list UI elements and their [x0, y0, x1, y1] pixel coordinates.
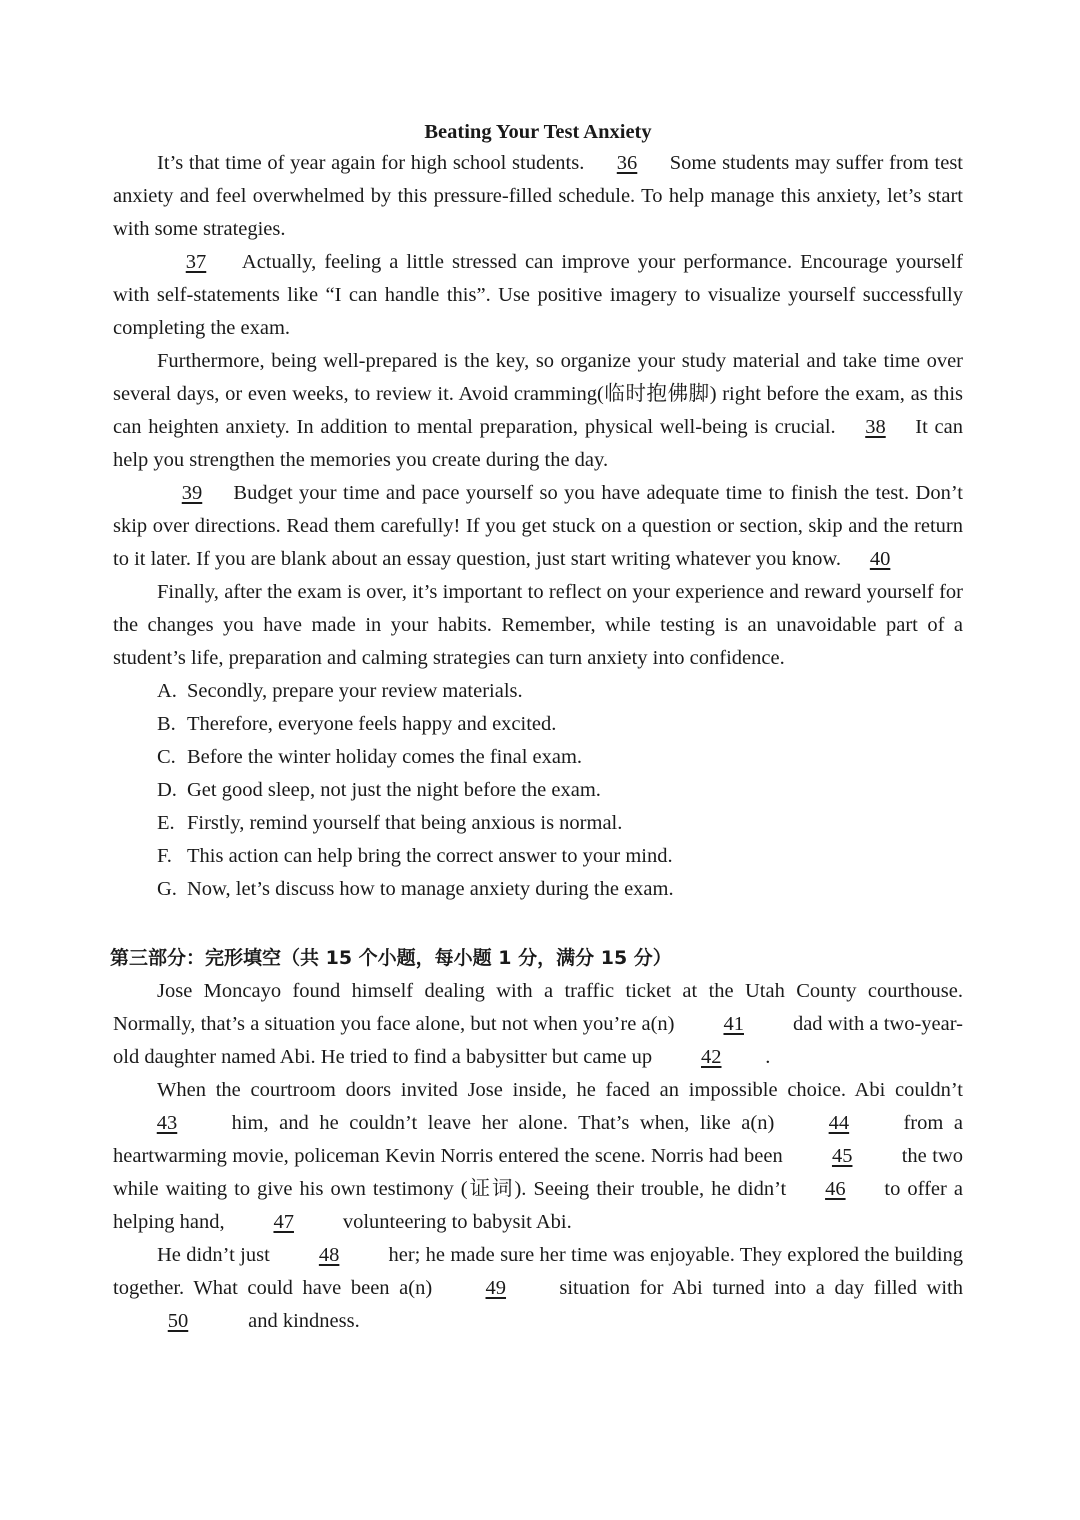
blank-48: 48 [318, 1244, 340, 1266]
paragraph-text: Budget your time and pace yourself so you have adequate time to finish the test. Don’t skip over directions. Read them carefully! If you get stuck on a question or section, skip and the return to it later. If you are blank about an essay question, just start writing whatever you know. [113, 482, 963, 570]
paragraph-text: Some students may suffer from test anxiety and feel overwhelmed by this pressure-filled schedule. To help manage this anxiety, let’s start with some strategies. [113, 152, 963, 240]
option-letter: D. [157, 779, 177, 801]
paragraph-text: from a heartwarming movie, policeman Kevin Norris entered the scene. Norris had been [113, 1112, 963, 1167]
blank-37: 37 [185, 251, 207, 273]
option-f [113, 840, 963, 873]
paragraph-text: Furthermore, being well-prepared is the key, so organize your study material and take time over several days, or even weeks, to review it. Avoid cramming(临时抱佛脚) right before the exam, as this can heighten anxiety. In addition to mental preparation, physical well-being is crucial. [113, 350, 963, 438]
option-text: Now, let’s discuss how to manage anxiety during the exam. [187, 878, 674, 900]
reading-paragraph-1 [113, 147, 963, 246]
blank-49: 49 [485, 1277, 507, 1299]
passage-title: Beating Your Test Anxiety [424, 121, 652, 143]
blank-46: 46 [825, 1178, 846, 1200]
option-e [113, 807, 963, 840]
blank-43: 43 [156, 1112, 178, 1134]
blank-47: 47 [273, 1211, 294, 1233]
option-text: Secondly, prepare your review materials. [187, 680, 523, 702]
reading-paragraph-3 [113, 345, 963, 477]
blank-38: 38 [865, 416, 886, 438]
option-text: Before the winter holiday comes the final exam. [187, 746, 583, 768]
blank-36: 36 [616, 152, 638, 174]
paragraph-text: volunteering to babysit Abi. [342, 1211, 572, 1233]
paragraph-text: When the courtroom doors invited Jose inside, he faced an impossible choice. Abi couldn’t [157, 1079, 963, 1101]
paragraph-text: It can help you strengthen the memories you create during the day. [113, 416, 963, 471]
blank-40: 40 [869, 548, 891, 570]
option-letter: F. [157, 845, 172, 867]
option-a [113, 675, 963, 708]
paragraph-text: situation for Abi turned into a day filled with [559, 1277, 964, 1299]
paragraph-text: It’s that time of year again for high school students. [157, 152, 585, 174]
paragraph-text: to offer a helping hand, [113, 1178, 964, 1233]
paragraph-text: the two while waiting to give his own testimony (证词). Seeing their trouble, he didn’t [113, 1145, 964, 1200]
paragraph-text: dad with a two-year-old daughter named Abi. He tried to find a babysitter but came up [113, 1013, 964, 1068]
option-d [113, 774, 963, 807]
blank-42: 42 [701, 1046, 722, 1068]
paragraph-text: her; he made sure her time was enjoyable. They explored the building together. What could have been a(n) [113, 1244, 964, 1299]
paragraph-text: Finally, after the exam is over, it’s important to reflect on your experience and reward yourself for the changes you have made in your habits. Remember, while testing is an unavoidable part of a student’s life, preparation and calming strategies can turn anxiety into confidence. [113, 581, 963, 669]
option-letter: C. [157, 746, 176, 768]
cloze-paragraph-3 [113, 1239, 963, 1338]
option-letter: B. [157, 713, 176, 735]
exam-page [110, 117, 964, 1338]
option-text: This action can help bring the correct answer to your mind. [187, 845, 673, 867]
reading-paragraph-2 [113, 246, 963, 345]
paragraph-text: He didn’t just [157, 1244, 270, 1266]
section-heading: 第三部分：完形填空（共 15 个小题，每小题 1 分，满分 15 分） [110, 947, 672, 969]
reading-paragraph-5 [113, 576, 963, 675]
reading-paragraph-4 [113, 477, 963, 576]
option-b [113, 708, 963, 741]
option-text: Therefore, everyone feels happy and excited. [187, 713, 557, 735]
blank-39: 39 [181, 482, 203, 504]
option-letter: A. [157, 680, 177, 702]
cloze-paragraph-1 [113, 975, 963, 1074]
paragraph-text: . [765, 1046, 771, 1068]
option-letter: E. [157, 812, 175, 834]
option-g [113, 873, 963, 906]
option-letter: G. [157, 878, 177, 900]
paragraph-text: and kindness. [248, 1310, 360, 1332]
cloze-paragraph-2 [113, 1074, 963, 1239]
option-text: Firstly, remind yourself that being anxious is normal. [187, 812, 623, 834]
answer-options [113, 675, 963, 906]
option-c [113, 741, 963, 774]
paragraph-text: Actually, feeling a little stressed can improve your performance. Encourage yourself with self-statements like “I can handle this”. Use positive imagery to visualize yourself successfully completing the exam. [113, 251, 963, 339]
paragraph-text: Jose Moncayo found himself dealing with a traffic ticket at the Utah County courthouse. Normally, that’s a situation you face alone, but not when you’re a(n) [113, 980, 963, 1035]
blank-44: 44 [828, 1112, 850, 1134]
blank-41: 41 [723, 1013, 744, 1035]
paragraph-text: him, and he couldn’t leave her alone. That’s when, like a(n) [231, 1112, 775, 1134]
option-text: Get good sleep, not just the night before the exam. [187, 779, 601, 801]
blank-45: 45 [831, 1145, 853, 1167]
blank-50: 50 [167, 1310, 189, 1332]
